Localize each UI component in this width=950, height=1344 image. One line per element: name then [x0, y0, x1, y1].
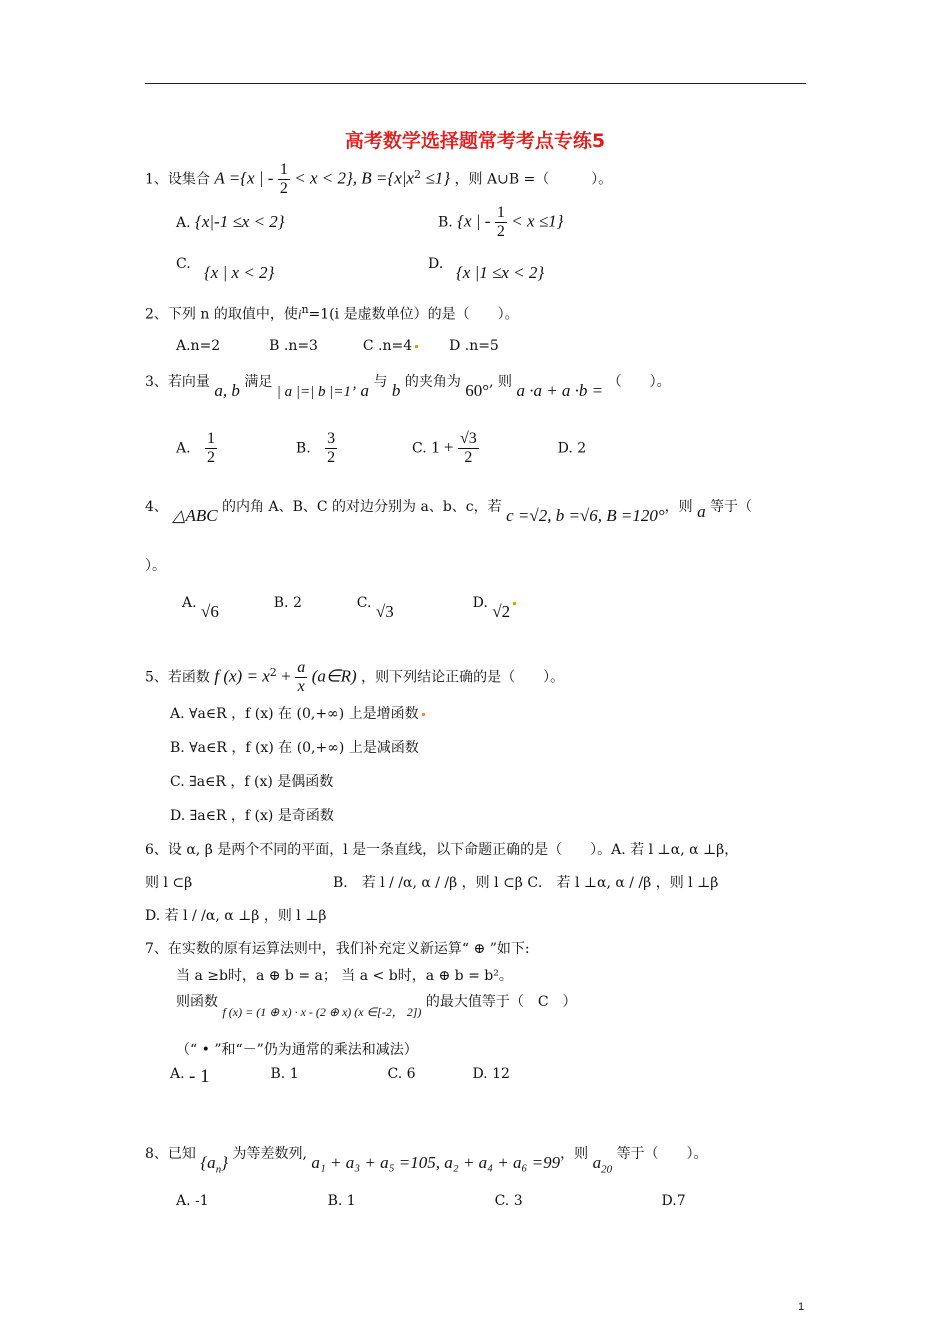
fraction-half: $\frac{1}{2}$: [279, 161, 288, 197]
question-7-line-1: 7、在实数的原有运算法则中，我们补充定义新运算“ ⊕ ”如下:: [145, 941, 530, 957]
question-2: 2、下列 n 的取值中，使$i^n=1(i$ 是虚数单位）的是（ ）。: [145, 303, 519, 323]
question-1: 1、设集合 A ={x | - $\frac{1}{2}$ < x < 2}, $B =\{x|x^2 \le 1\}$ ，则 A∪B =（ ）。: [145, 161, 613, 197]
q1-option-d: D.: [428, 256, 444, 272]
question-5: 5、若函数 f $(x) = x^2$ + $\frac{a}{x}$ (a∈R) ，则下列结论正确的是（ ）。: [145, 659, 565, 695]
question-7-note: （“ • ”和“－”仍为通常的乘法和减法）: [176, 1042, 418, 1058]
question-7-line-2: 当 a ≥b时，a ⊕ b = a； 当 a < b时，a ⊕ b = b²。: [176, 968, 513, 984]
question-4: 4、 △ABC 的内角 A、B、C 的对边分别为 a、b、c，若 c =√2, b =√6, B =120°，则 a 等于（: [145, 499, 753, 525]
q4-options: A. √6 B. 2 C. √3 D. √2: [182, 592, 516, 613]
q1-option-a: A. {x|-1 ≤x < 2}: [176, 212, 285, 231]
question-7-line-3: 则函数 f (x) = (1 ⊕ x) · x - (2 ⊕ x) (x ∈[-2， 2]) 的最大值等于（ C ）: [176, 994, 577, 1019]
q1-option-b: B. {x | - $\frac{1}{2}$ < x ≤1}: [438, 204, 564, 240]
q5-option-c: C. ∃a∈R ，f (x) 是偶函数: [170, 774, 334, 790]
q7-options: A. - 1 B. 1 C. 6 D. 12: [170, 1066, 510, 1087]
q1-option-c-value: {x | x < 2}: [204, 263, 275, 282]
question-3: 3、若向量 a, b 满足 | a |=| b |=1’ a 与 b 的夹角为 60°, 则 a ·a + a ·b = （ ）。: [145, 374, 671, 400]
question-6-line-2a: 则 l ⊂β: [145, 875, 193, 891]
q3-options: A. $\frac{1}{2}$ B. $\frac{3}{2}$ C. 1 + $\frac{√3}{2}$ D. 2: [176, 430, 587, 466]
page-title: 高考数学选择题常考考点专练5: [344, 130, 606, 152]
q5-option-d: D. ∃a∈R ，f (x) 是奇函数: [170, 808, 334, 824]
q2-options: A.n=2 B .n=3 C .n=4 D .n=5: [176, 338, 499, 354]
highlight-mark: [415, 345, 418, 348]
page-number: 1: [798, 1301, 805, 1313]
question-8: 8、已知 $\{a_n\}$ 为等差数列, a₁ + a₃ + a₅ =105, a₂ + a₄ + a₆ =99，则 $a_{20}$ 等于（ ）。: [145, 1146, 708, 1176]
header-rule: [145, 83, 806, 84]
q1-option-c: C.: [176, 256, 191, 272]
question-6-line-2b: B． 若 l / /α, α / /β ，则 l ⊂β C． 若 l ⊥α, α / /β ，则 l ⊥β: [333, 875, 719, 891]
question-4-close: ）。: [145, 558, 166, 574]
q5-option-b: B. ∀a∈R ，f (x) 在 (0,+∞) 上是减函数: [170, 740, 419, 756]
q1-option-d-value: {x |1 ≤x < 2}: [456, 263, 545, 282]
question-6-line-3: D. 若 l / /α, α ⊥β ，则 l ⊥β: [145, 908, 327, 924]
question-6-line-1: 6、设 α, β 是两个不同的平面，l 是一条直线，以下命题正确的是（ ）。A. 若 l ⊥α, α ⊥β，: [145, 842, 739, 858]
q8-options: A. -1 B. 1 C. 3 D.7: [176, 1193, 686, 1209]
q5-option-a: A. ∀a∈R ，f (x) 在 (0,+∞) 上是增函数: [170, 704, 425, 724]
